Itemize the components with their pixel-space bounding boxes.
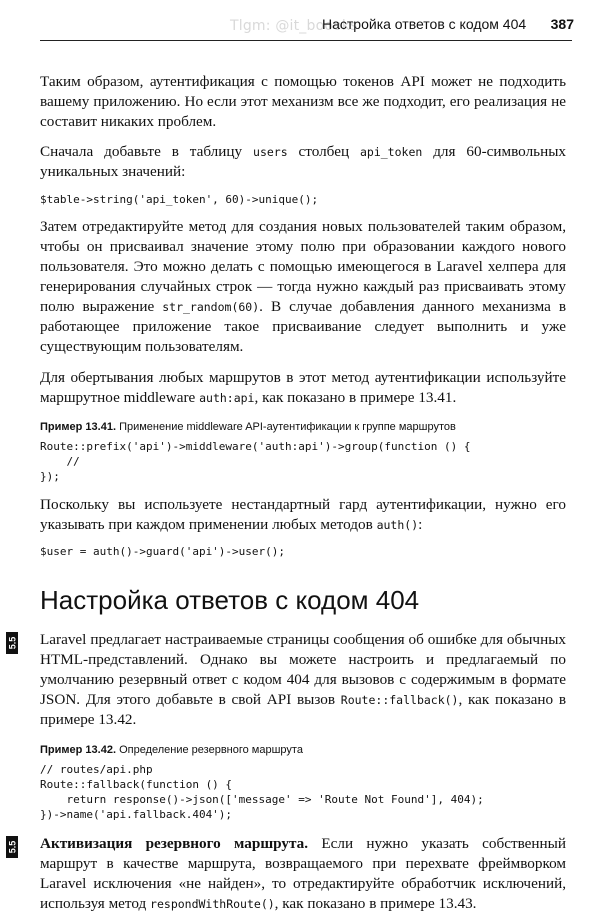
inline-code: str_random(60) xyxy=(162,300,260,314)
code-block-example-13-41: Route::prefix('api')->middleware('auth:api')->group(function () { // }); xyxy=(40,440,471,483)
watermark: Tlgm: @it_boooks xyxy=(230,18,358,34)
section-body-5-5-fallback-route xyxy=(7,834,566,914)
paragraph-add-column: Сначала добавьте в таблицу users столбец api_token для 60-символьных уникальных значений: xyxy=(40,143,566,180)
inline-code: auth() xyxy=(376,518,419,532)
inline-code: Route::fallback() xyxy=(340,693,459,707)
version-badge: 5.5 xyxy=(6,836,18,858)
page-number: 387 xyxy=(550,16,574,32)
page-content xyxy=(7,72,567,914)
paragraph-user-creation: Затем отредактируйте метод для создания новых пользователей таким образом, чтобы он присваивал значение этому полю при образовании каждого нового пользователя. Это можно делать с помощью имеющегося в Laravel хелпера для генерирования случайных строк — тогда нужно каждый раз присваивать этому полю выражение str_random(60). В случае добавления данного механизма в работающее приложение такое присваивание следует выполнить и уже существующим пользователям. xyxy=(40,218,567,355)
paragraph-respond-with-route: Активизация резервного маршрута. Если нужно указать собственный маршрут в качестве маршрута, возвращаемого при перехвате фреймворком Laravel исключения «не найден», то отредактируйте обработчик исключений, используя метод respondWithRoute(), как показано в примере 13.43. xyxy=(40,835,566,912)
inline-code: api_token xyxy=(359,145,423,159)
code-block-guard: $user = auth()->guard('api')->user(); xyxy=(40,545,286,558)
running-title: Настройка ответов с кодом 404 xyxy=(322,16,527,32)
inline-code: users xyxy=(253,145,288,159)
example-caption-13-41: Пример 13.41. Применение middleware API-аутентификации к группе маршрутов xyxy=(40,421,456,433)
paragraph-fallback: Laravel предлагает настраиваемые страницы сообщения об ошибке для обычных HTML-представлений. Однако вы можете настроить и предлагаемый по умолчанию резервный ответ с кодом 404 для вызовов с содержимым в формате JSON. Для этого добавьте в свой API вызов Route::fallback(), как показано в примере 13.42. xyxy=(40,631,566,728)
header-rule xyxy=(40,40,572,41)
section-heading: Настройка ответов с кодом 404 xyxy=(40,585,420,615)
example-caption-13-42: Пример 13.42. Определение резервного маршрута xyxy=(40,744,303,756)
page-header xyxy=(0,16,600,36)
paragraph-guard: Поскольку вы используете нестандартный гард аутентификации, нужно его указывать при каждом применении любых методов auth(): xyxy=(40,496,566,533)
inline-code: auth:api xyxy=(199,391,255,405)
code-block-example-13-42: // routes/api.php Route::fallback(function () { return response()->json(['message' => 'Route Not Found'], 404); })->name('api.fallback.404'); xyxy=(40,763,484,821)
code-block-migration: $table->string('api_token', 60)->unique(); xyxy=(40,193,319,206)
paragraph-middleware: Для обертывания любых маршрутов в этот метод аутентификации используйте маршрутное middleware auth:api, как показано в примере 13.41. xyxy=(40,369,566,406)
version-badge: 5.5 xyxy=(6,632,18,654)
inline-code: respondWithRoute() xyxy=(150,897,275,911)
section-body-5-5 xyxy=(7,630,566,730)
paragraph-intro: Таким образом, аутентификация с помощью токенов API может не подходить вашему приложению. Но если этот механизм все же подходит, его реализация не составит никаких проблем. xyxy=(40,73,566,130)
